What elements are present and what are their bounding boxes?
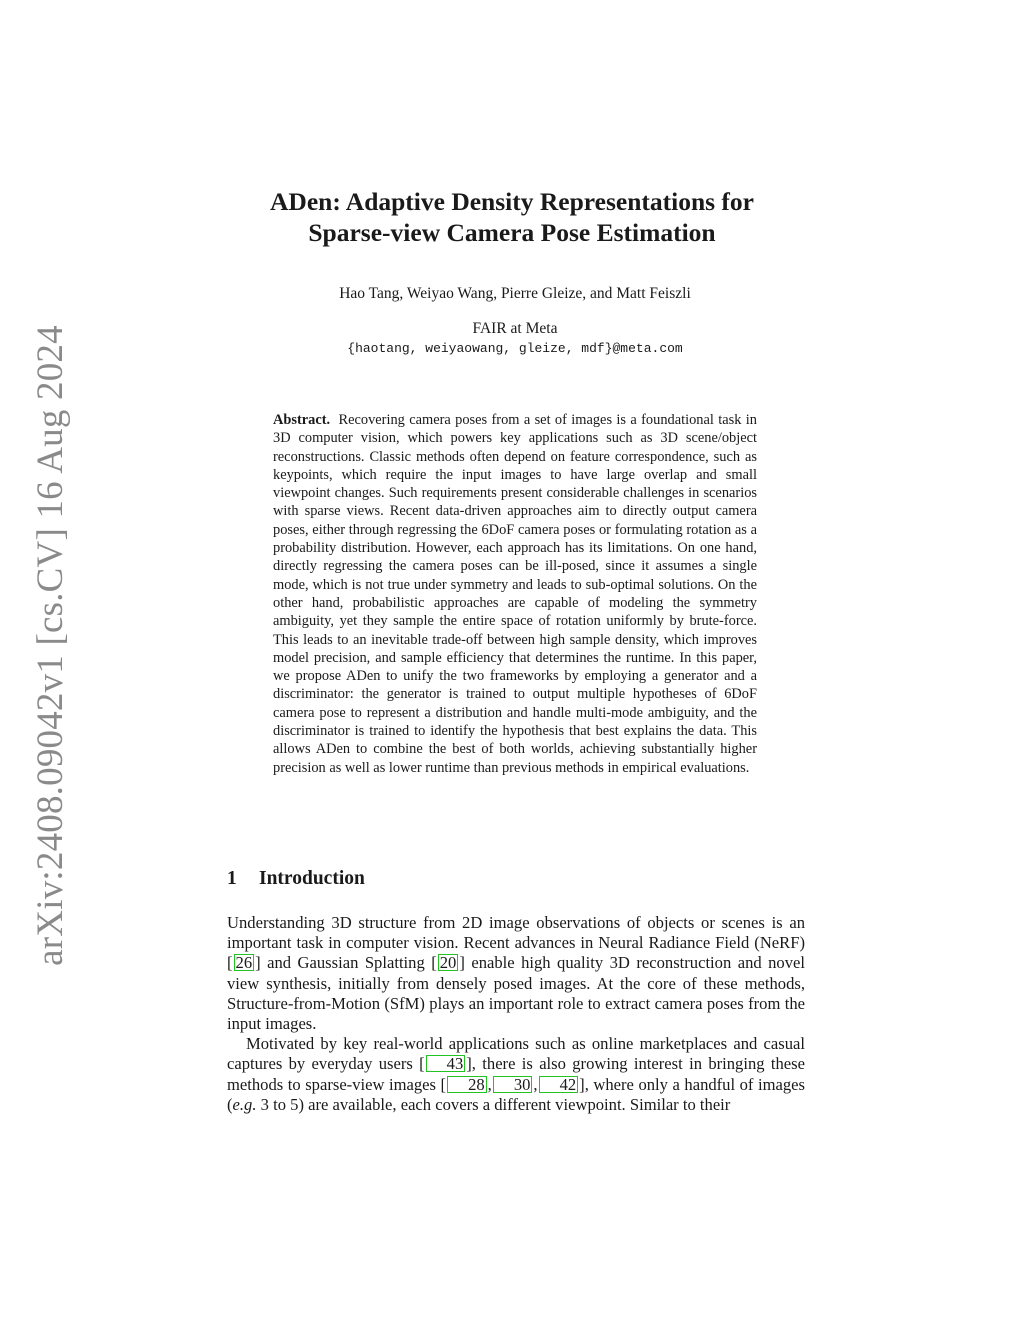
citation-separator: , [533, 1074, 538, 1094]
abstract-label: Abstract. [273, 412, 331, 428]
citation-link[interactable]: 20 [439, 953, 457, 973]
citation-link[interactable]: 43 [426, 1055, 466, 1072]
paragraph-text: Motivated by key real-world applications such as online marketplaces and casual captures by everyday users [227, 1034, 805, 1074]
section-title: Introduction [259, 868, 365, 889]
citation-separator: , [487, 1074, 492, 1094]
section-heading [227, 868, 365, 890]
paragraph-text: , there is also growing interest in bringing these methods to sparse-view images [227, 1054, 805, 1094]
title-line-1: ADen: Adaptive Density Representations for [269, 187, 754, 216]
abstract-text: Recovering camera poses from a set of images is a foundational task in 3D computer vision, which powers key applications such as 3D scene/object reconstructions. Classic methods often depend on feature correspondence, such as keypoints, which require the input images to have large overlap and small viewpoint changes. Such requirements present considerable challenges in scenarios with sparse views. Recent data-driven approaches aim to directly output camera poses, either through regressing the 6DoF camera poses or formulating rotation as a probability distribution. However, each approach has its limitations. On one hand, directly regressing the camera poses can be ill-posed, since it assumes a single mode, which is not true under symmetry and leads to sub-optimal solutions. On the other hand, probabilistic approaches are capable of modeling the symmetry ambiguity, yet they sample the entire space of rotation uniformly by brute-force. This leads to an inevitable trade-off between high sample density, which improves model precision, and sample efficiency that determines the runtime. In this paper, we propose ADen to unify the two frameworks by employing a generator and a discriminator: the generator is trained to output multiple hypotheses of 6DoF camera pose to represent a distribution and handle multi-mode ambiguity, and the discriminator is trained to identify the hypothesis that best explains the data. This allows ADen to combine the best of both worlds, achieving substantially higher precision as well as lower runtime than previous methods in empirical evaluations. [273, 412, 757, 776]
paragraph-text: and Gaussian Splatting [260, 953, 432, 973]
paper-title [0, 186, 1024, 248]
arxiv-identifier: arXiv:2408.09042v1 [cs.CV] 16 Aug 2024 [29, 324, 71, 966]
arxiv-sidebar [29, 324, 71, 966]
citation-link[interactable]: 42 [539, 1076, 579, 1093]
paragraph: Understanding 3D structure from 2D image observations of objects or scenes is an important task in computer vision. Recent advances in Neural Radiance Field (NeRF) [ 26 ] and Gaussian Splatting [ 20 ] enable high quality 3D reconstruction and novel view synthesis, initially from densely posed images. At the core of these methods, Structure-from-Motion (SfM) plays an important role to extract camera poses from the input images. [227, 913, 806, 1034]
paragraph-text: 3 to 5) are available, each covers a different viewpoint. Similar to their [256, 1094, 731, 1114]
citation-link[interactable]: 30 [493, 1076, 533, 1093]
introduction-body [227, 913, 805, 1115]
paragraph-text: enable high quality 3D reconstruction and novel view synthesis, initially from densely posed images. At the core of these methods, Structure-from-Motion (SfM) plays an important role to extract camera poses from the input images. [227, 953, 806, 1034]
paragraph: Motivated by key real-world applications such as online marketplaces and casual captures by everyday users [ 43 ], there is also growing interest in bringing these methods to sparse-view images [ 28 , 30 , 42 ], where only a handful of images (e.g. 3 to 5) are available, each covers a different viewpoint. Similar to their [227, 1034, 805, 1114]
affiliation: FAIR at Meta [472, 320, 558, 337]
author-list: Hao Tang, Weiyao Wang, Pierre Gleize, and Matt Feiszli [339, 285, 691, 302]
citation-link[interactable]: 28 [447, 1076, 487, 1093]
abstract [273, 411, 757, 777]
italic-abbreviation: e.g. [232, 1094, 257, 1114]
citation-link[interactable]: 26 [235, 953, 253, 973]
section-number: 1 [227, 868, 237, 889]
title-line-2: Sparse-view Camera Pose Estimation [308, 218, 716, 247]
paragraph-text: Understanding 3D structure from 2D image observations of objects or scenes is an important task in computer vision. Recent advances in Neural Radiance Field (NeRF) [227, 913, 805, 953]
author-emails: {haotang, weiyaowang, gleize, mdf}@meta.com [347, 341, 683, 356]
paragraph-text: , where only a handful of images ( [227, 1074, 805, 1114]
citation-group: [ 28 , 30 , 42 ] [440, 1074, 585, 1094]
